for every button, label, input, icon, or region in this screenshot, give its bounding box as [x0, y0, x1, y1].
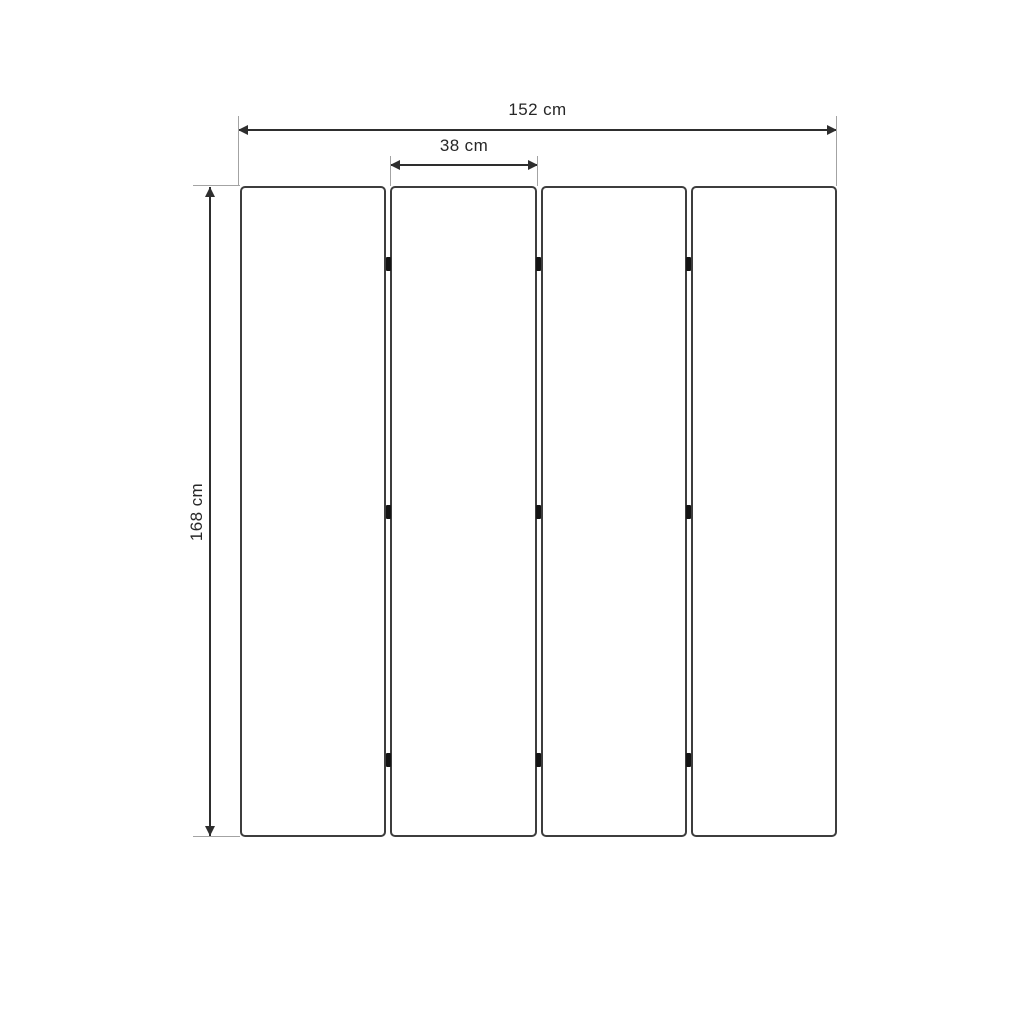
total-width-extension-line-left — [238, 116, 239, 186]
hinge-mark — [536, 753, 541, 767]
total-width-extension-line-right — [836, 116, 837, 186]
total-width-dimension-label: 152 cm — [508, 100, 567, 119]
panel-3 — [541, 186, 687, 837]
hinge-mark — [686, 753, 691, 767]
panel-2 — [390, 186, 536, 837]
panel-width-extension-line-right — [537, 156, 538, 186]
hinge-mark — [536, 257, 541, 271]
height-dimension-label: 168 cm — [187, 482, 206, 542]
total-width-dimension-line — [238, 129, 837, 131]
hinge-mark — [686, 257, 691, 271]
height-extension-line-bottom — [193, 836, 240, 837]
hinge-mark — [536, 505, 541, 519]
hinge-mark — [386, 505, 391, 519]
height-dimension-line — [209, 187, 211, 836]
hinge-mark — [686, 505, 691, 519]
panel-width-dimension-label: 38 cm — [439, 136, 489, 155]
panel-width-dimension-line — [390, 164, 538, 166]
panel-1 — [240, 186, 386, 837]
panel-4 — [691, 186, 837, 837]
hinge-mark — [386, 257, 391, 271]
height-extension-line-top — [193, 185, 240, 186]
hinge-mark — [386, 753, 391, 767]
panel-width-extension-line-left — [390, 156, 391, 186]
